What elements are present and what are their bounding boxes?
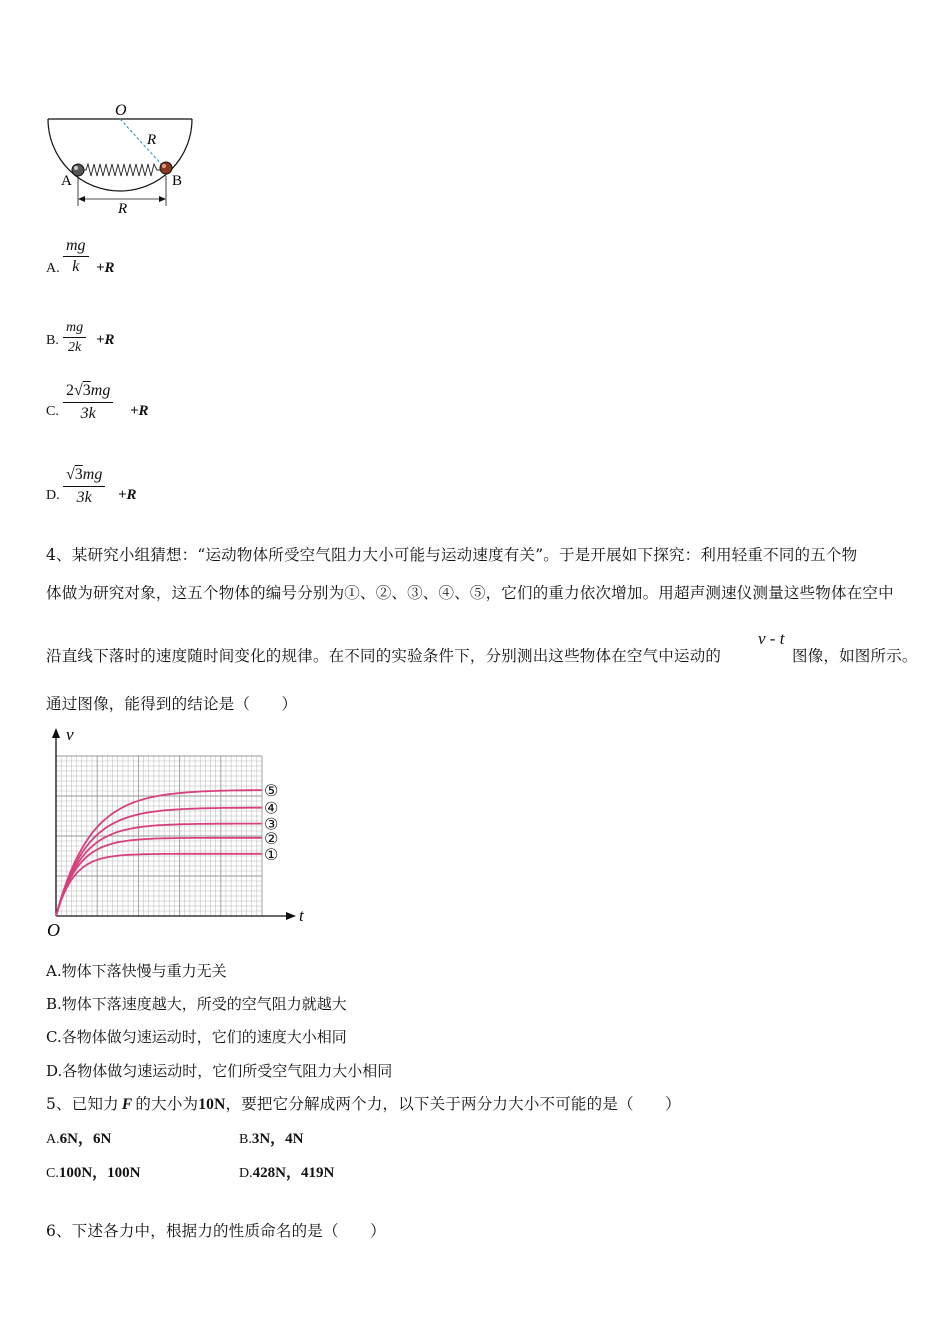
option-suffix: +R [118, 487, 137, 503]
fraction: $\frac{2√3mg}{3k}$ [63, 380, 113, 425]
fraction: $\frac{mg}{2k}$ [63, 318, 86, 357]
option-letter: D. [46, 488, 60, 503]
v-axis-arrow [52, 728, 60, 738]
v-axis-label: v [66, 725, 74, 744]
label-o: O [115, 102, 127, 119]
q5-option-c[interactable]: C.100N，100N [46, 1165, 141, 1181]
q4-option-b[interactable]: B.物体下落速度越大，所受的空气阻力就越大 [46, 995, 347, 1013]
q4-option-c[interactable]: C.各物体做匀速运动时，它们的速度大小相同 [46, 1028, 347, 1046]
option-suffix: +R [130, 403, 149, 419]
series-label-4: ④ [264, 798, 279, 818]
q4-line-1: 4、某研究小组猜想：“运动物体所受空气阻力大小可能与运动速度有关”。于是开展如下探究：利用轻重不同的五个物 [46, 546, 858, 564]
t-axis-label: t [299, 906, 304, 925]
q4-line-2: 体做为研究对象，这五个物体的编号分别为①、②、③、④、⑤，它们的重力依次增加。用超声测速仪测量这些物体在空中 [46, 584, 894, 602]
fraction: $\frac{mg}{k}$ [63, 236, 89, 277]
series-label-2: ② [264, 828, 279, 848]
ball-a [72, 164, 84, 176]
q4-line-4: 通过图像，能得到的结论是（ ） [46, 695, 298, 713]
q4-option-a[interactable]: A.物体下落快慢与重力无关 [46, 962, 227, 980]
label-r-radius: R [147, 132, 157, 148]
q6-stem: 6、下述各力中，根据力的性质命名的是（ ） [46, 1222, 386, 1240]
option-letter: B. [46, 333, 59, 348]
q5-stem: 5、已知力 F 的大小为10N，要把它分解成两个力，以下关于两分力大小不可能的是（ ） [46, 1095, 681, 1113]
option-letter: C. [46, 404, 59, 419]
q5-option-a[interactable]: A.6N，6N [46, 1131, 112, 1147]
option-suffix: +R [96, 260, 115, 276]
series-label-1: ① [264, 844, 279, 864]
option-suffix: +R [96, 332, 115, 348]
vt-chart [40, 724, 315, 944]
q4-line-3b: 图像，如图所示。 [792, 647, 918, 665]
spring [80, 164, 162, 176]
q4-option-d[interactable]: D.各物体做匀速运动时，它们所受空气阻力大小相同 [46, 1062, 393, 1080]
ball-b [160, 162, 172, 174]
series-label-3: ③ [264, 814, 279, 834]
label-a: A [61, 173, 72, 189]
fraction: $\frac{√3mg}{3k}$ [63, 464, 105, 509]
q5-option-b[interactable]: B.3N，4N [239, 1131, 304, 1147]
vt-symbol: v - t [758, 629, 785, 648]
label-b: B [172, 173, 183, 189]
t-axis-arrow [286, 912, 296, 920]
label-r-width: R [118, 201, 128, 217]
origin-label: O [47, 920, 60, 940]
option-letter: A. [46, 261, 60, 276]
q5-option-d[interactable]: D.428N，419N [239, 1165, 335, 1181]
bowl-spring-figure [40, 98, 200, 220]
q4-line-3a: 沿直线下落时的速度随时间变化的规律。在不同的实验条件下，分别测出这些物体在空气中运动的 [46, 647, 722, 665]
series-label-5: ⑤ [264, 780, 279, 800]
